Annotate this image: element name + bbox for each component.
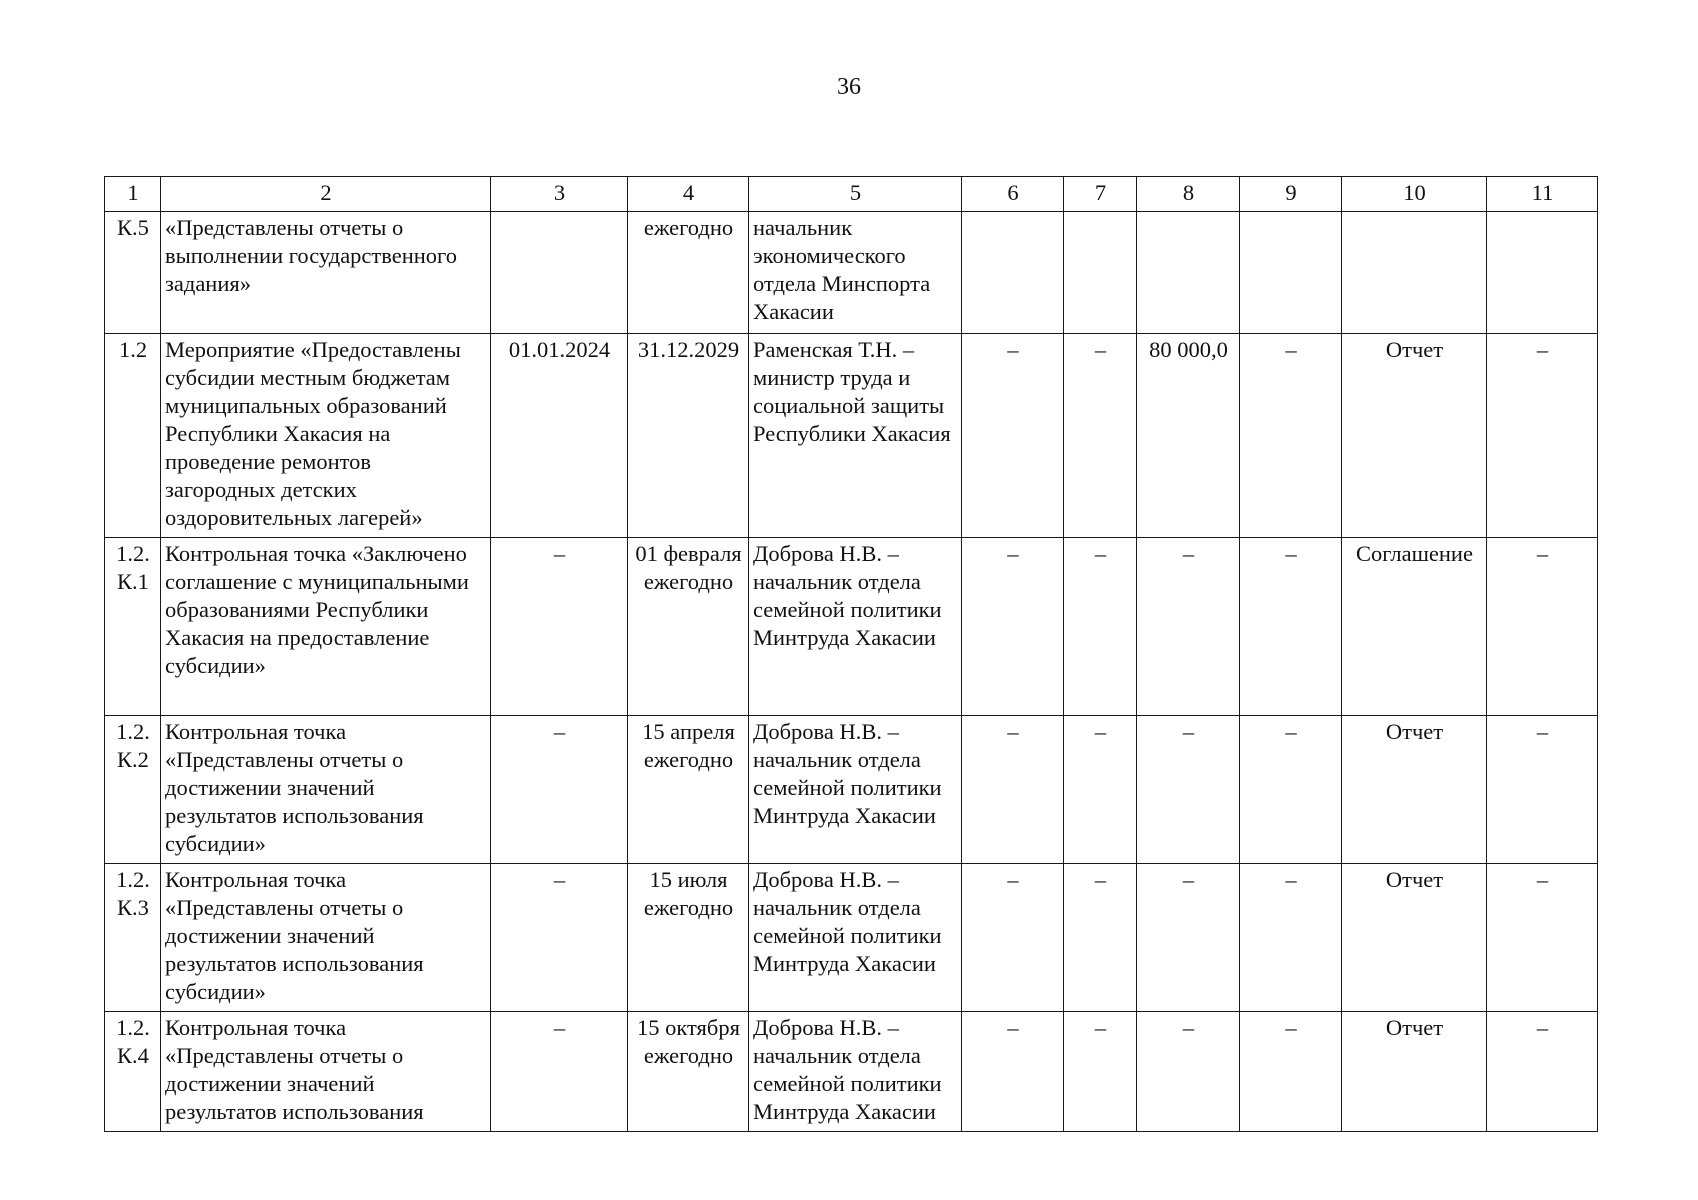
- table-row: [105, 716, 1598, 864]
- row-col-6: –: [962, 716, 1064, 864]
- header-row: [105, 177, 1598, 212]
- row-col-6: –: [962, 864, 1064, 1012]
- row-title: «Представлены отчеты о выполнении государственного задания»: [161, 212, 491, 334]
- row-col-11: –: [1487, 334, 1598, 538]
- row-col-9: –: [1240, 538, 1342, 716]
- row-col-9: –: [1240, 716, 1342, 864]
- row-col-10: Соглашение: [1342, 538, 1487, 716]
- row-start-date: [491, 212, 628, 334]
- table-body: [105, 212, 1598, 1132]
- row-col-11: –: [1487, 864, 1598, 1012]
- row-title: Контрольная точка «Представлены отчеты о достижении значений результатов использования субсидии»: [161, 864, 491, 1012]
- row-number: 1.2: [105, 334, 161, 538]
- row-col-10: [1342, 212, 1487, 334]
- row-col-6: –: [962, 334, 1064, 538]
- row-number: 1.2. К.1: [105, 538, 161, 716]
- row-start-date: –: [491, 1012, 628, 1132]
- row-start-date: –: [491, 538, 628, 716]
- page-number: 36: [837, 74, 861, 100]
- row-col-7: –: [1064, 1012, 1137, 1132]
- table-row: [105, 538, 1598, 716]
- table-row: [105, 334, 1598, 538]
- row-col-10: Отчет: [1342, 716, 1487, 864]
- row-end-date: 15 июля ежегодно: [628, 864, 749, 1012]
- row-end-date: 15 октября ежегодно: [628, 1012, 749, 1132]
- header-col-4: 4: [628, 177, 749, 212]
- row-responsible: Доброва Н.В. – начальник отдела семейной политики Минтруда Хакасии: [749, 538, 962, 716]
- row-col-9: –: [1240, 1012, 1342, 1132]
- row-end-date: ежегодно: [628, 212, 749, 334]
- header-col-9: 9: [1240, 177, 1342, 212]
- row-col-7: [1064, 212, 1137, 334]
- row-col-7: –: [1064, 716, 1137, 864]
- row-responsible: Раменская Т.Н. – министр труда и социальной защиты Республики Хакасия: [749, 334, 962, 538]
- row-col-8: –: [1137, 864, 1240, 1012]
- row-col-7: –: [1064, 334, 1137, 538]
- row-title: Контрольная точка «Представлены отчеты о достижении значений результатов использования: [161, 1012, 491, 1132]
- row-col-6: –: [962, 538, 1064, 716]
- row-end-date: 15 апреля ежегодно: [628, 716, 749, 864]
- row-col-10: Отчет: [1342, 1012, 1487, 1132]
- table-row: [105, 1012, 1598, 1132]
- plan-table: [104, 176, 1598, 1132]
- row-col-11: [1487, 212, 1598, 334]
- row-start-date: –: [491, 716, 628, 864]
- header-col-11: 11: [1487, 177, 1598, 212]
- row-col-11: –: [1487, 1012, 1598, 1132]
- header-col-2: 2: [161, 177, 491, 212]
- table-row: [105, 864, 1598, 1012]
- row-responsible: Доброва Н.В. – начальник отдела семейной политики Минтруда Хакасии: [749, 716, 962, 864]
- row-responsible: начальник экономического отдела Минспорта Хакасии: [749, 212, 962, 334]
- row-end-date: 01 февраля ежегодно: [628, 538, 749, 716]
- row-number: 1.2. К.2: [105, 716, 161, 864]
- header-col-1: 1: [105, 177, 161, 212]
- row-col-6: [962, 212, 1064, 334]
- header-col-6: 6: [962, 177, 1064, 212]
- row-col-10: Отчет: [1342, 334, 1487, 538]
- header-col-3: 3: [491, 177, 628, 212]
- row-col-9: –: [1240, 864, 1342, 1012]
- row-responsible: Доброва Н.В. – начальник отдела семейной политики Минтруда Хакасии: [749, 864, 962, 1012]
- header-col-5: 5: [749, 177, 962, 212]
- row-col-11: –: [1487, 538, 1598, 716]
- row-number: К.5: [105, 212, 161, 334]
- row-responsible: Доброва Н.В. – начальник отдела семейной политики Минтруда Хакасии: [749, 1012, 962, 1132]
- table-row: [105, 212, 1598, 334]
- row-col-6: –: [962, 1012, 1064, 1132]
- row-col-10: Отчет: [1342, 864, 1487, 1012]
- row-start-date: 01.01.2024: [491, 334, 628, 538]
- header-col-7: 7: [1064, 177, 1137, 212]
- row-number: 1.2. К.3: [105, 864, 161, 1012]
- table-header: [105, 177, 1598, 212]
- row-number: 1.2. К.4: [105, 1012, 161, 1132]
- row-col-8: –: [1137, 716, 1240, 864]
- row-col-8: –: [1137, 1012, 1240, 1132]
- row-title: Контрольная точка «Представлены отчеты о достижении значений результатов использования субсидии»: [161, 716, 491, 864]
- row-col-9: [1240, 212, 1342, 334]
- row-col-8: [1137, 212, 1240, 334]
- header-col-8: 8: [1137, 177, 1240, 212]
- row-end-date: 31.12.2029: [628, 334, 749, 538]
- row-col-7: –: [1064, 538, 1137, 716]
- row-col-11: –: [1487, 716, 1598, 864]
- row-title: Мероприятие «Предоставлены субсидии местным бюджетам муниципальных образований Республики Хакасия на проведение ремонтов загородных детских оздоровительных лагерей»: [161, 334, 491, 538]
- row-col-8: 80 000,0: [1137, 334, 1240, 538]
- row-col-9: –: [1240, 334, 1342, 538]
- row-col-7: –: [1064, 864, 1137, 1012]
- row-title: Контрольная точка «Заключено соглашение с муниципальными образованиями Республики Хакасия на предоставление субсидии»: [161, 538, 491, 716]
- row-start-date: –: [491, 864, 628, 1012]
- row-col-8: –: [1137, 538, 1240, 716]
- header-col-10: 10: [1342, 177, 1487, 212]
